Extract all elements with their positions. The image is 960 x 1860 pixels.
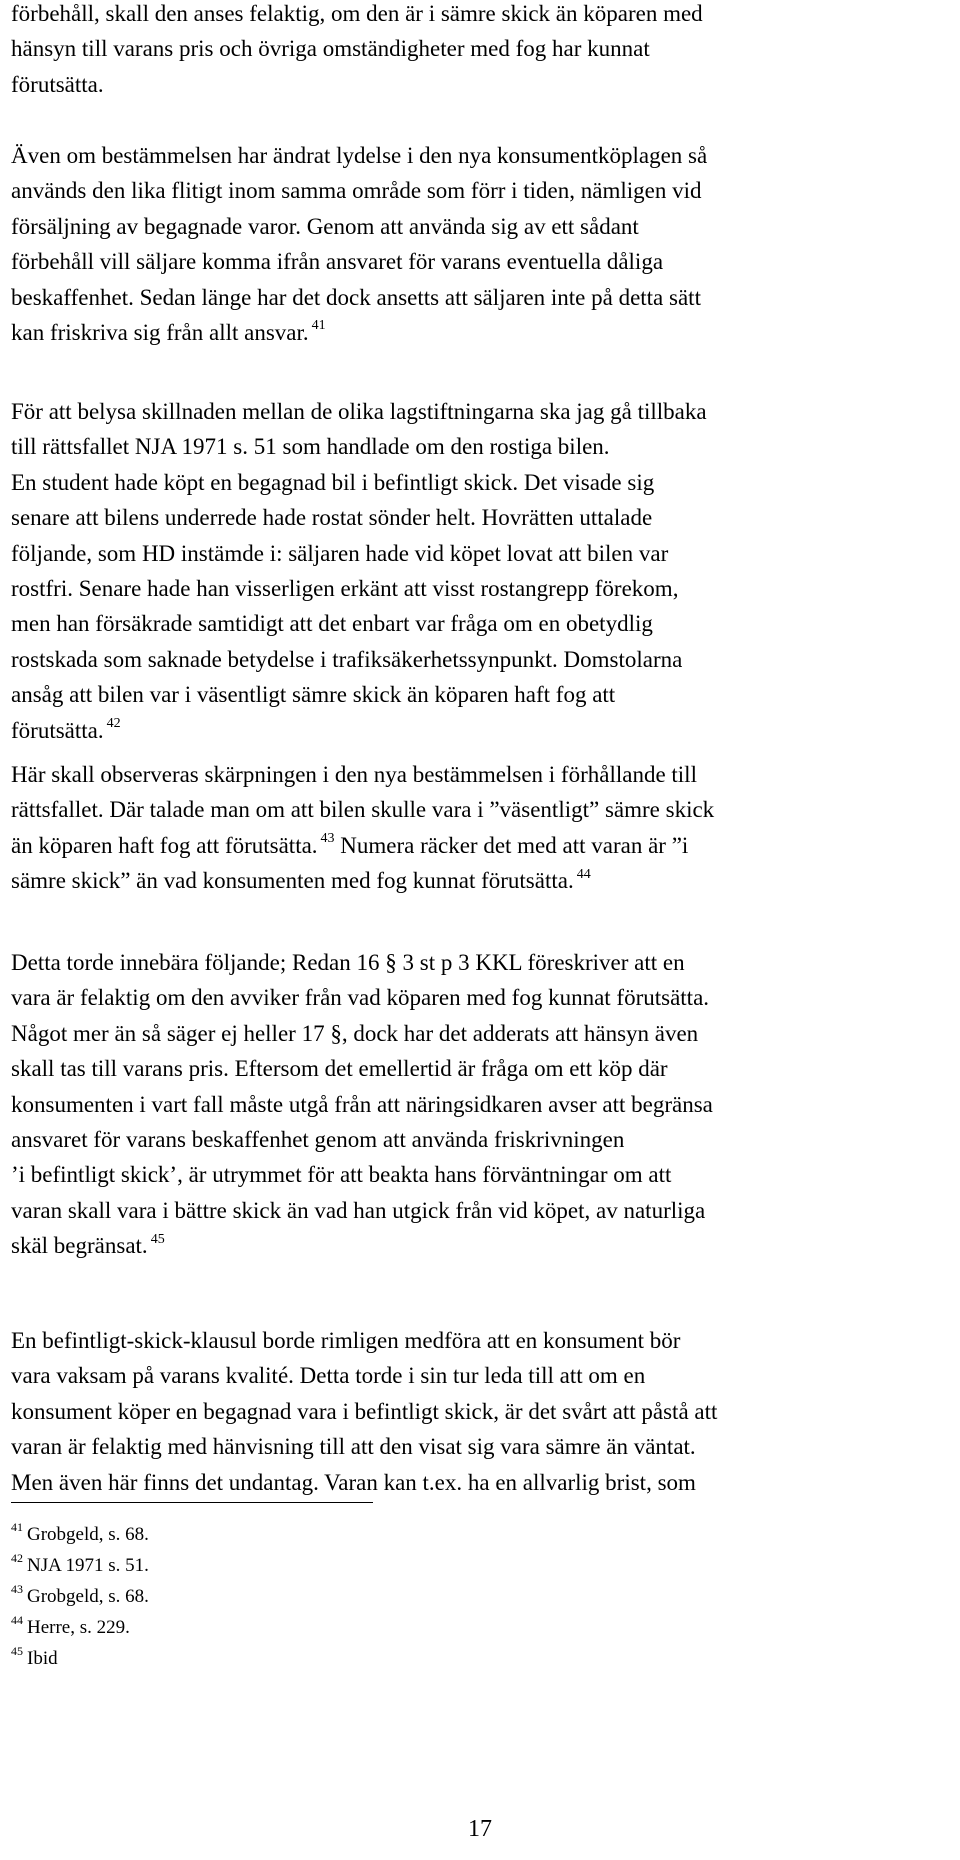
footnote-number: 43: [11, 1582, 23, 1596]
footnote-42: [11, 1551, 149, 1582]
text-line: [11, 1228, 713, 1263]
text-line: konsumenten i vart fall måste utgå från att näringsidkaren avser att begränsa: [11, 1091, 713, 1117]
text-line: Något mer än så säger ej heller 17 §, dock har det adderats att hänsyn även: [11, 1020, 699, 1046]
footnote-text: NJA 1971 s. 51.: [27, 1555, 149, 1576]
footnote-ref-41[interactable]: 41: [311, 318, 326, 334]
footnote-41: [11, 1520, 149, 1551]
text-segment: än köparen haft fog att förutsätta.: [11, 832, 318, 858]
footnote-44: [11, 1613, 149, 1644]
text-line: Detta torde innebära följande; Redan 16 § 3 st p 3 KKL föreskriver att en: [11, 950, 685, 975]
text-line: används den lika flitigt inom samma område som förr i tiden, nämligen vid: [11, 178, 702, 204]
footnote-ref-44[interactable]: 44: [576, 866, 591, 882]
paragraph-2: [11, 138, 707, 350]
footnote-ref-42[interactable]: 42: [106, 716, 121, 731]
text-line: förbehåll, skall den anses felaktig, om den är i sämre skick än köparen med: [11, 1, 703, 26]
text-line: beskaffenhet. Sedan länge har det dock ansetts att säljaren inte på detta sätt: [11, 284, 701, 310]
text-line: [11, 713, 707, 748]
text-line: Även om bestämmelsen har ändrat lydelse i den nya konsumentköplagen så: [11, 143, 708, 168]
footnote-text: Herre, s. 229.: [27, 1617, 130, 1638]
text-line: [11, 828, 714, 863]
paragraph-4: [11, 757, 714, 899]
text-line: förutsätta.: [11, 71, 104, 97]
text-line: Här skall observeras skärpningen i den nya bestämmelsen i förhållande till: [11, 762, 697, 787]
paragraph-5: [11, 945, 713, 1264]
footnote-text: Grobgeld, s. 68.: [27, 1586, 149, 1607]
text-line: vara vaksam på varans kvalité. Detta torde i sin tur leda till att om en: [11, 1363, 646, 1389]
text-line: [11, 315, 707, 350]
text-line: skall tas till varans pris. Eftersom det emellertid är fråga om ett köp där: [11, 1056, 668, 1082]
footnote-text: Grobgeld, s. 68.: [27, 1524, 149, 1545]
text-line: rostskada som saknade betydelse i trafiksäkerhetssynpunkt. Domstolarna: [11, 646, 683, 672]
text-line: vara är felaktig om den avviker från vad köparen med fog kunnat förutsätta.: [11, 985, 710, 1011]
text-line: En befintligt-skick-klausul borde rimligen medföra att en konsument bör: [11, 1328, 681, 1353]
text-line: varan skall vara i bättre skick än vad han utgick från vid köpet, av naturliga: [11, 1197, 706, 1223]
paragraph-3: [11, 394, 707, 748]
text-line: hänsyn till varans pris och övriga omständigheter med fog har kunnat: [11, 36, 650, 62]
text-line: konsument köper en begagnad vara i befintligt skick, är det svårt att påstå att: [11, 1398, 718, 1424]
text-line: varan är felaktig med hänvisning till att den visat sig vara sämre än väntat.: [11, 1434, 696, 1460]
text-line: följande, som HD instämde i: säljaren hade vid köpet lovat att bilen var: [11, 540, 669, 566]
footnote-separator: [11, 1502, 373, 1503]
text-line: till rättsfallet NJA 1971 s. 51 som handlade om den rostiga bilen.: [11, 434, 610, 460]
text-segment: skäl begränsat.: [11, 1233, 148, 1259]
text-line: försäljning av begagnade varor. Genom att använda sig av ett sådant: [11, 213, 639, 239]
text-line: ’i befintligt skick’, är utrymmet för att beakta hans förväntningar om att: [11, 1162, 672, 1188]
text-segment: kan friskriva sig från allt ansvar.: [11, 320, 309, 346]
footnote-number: 41: [11, 1520, 23, 1534]
footnote-number: 45: [11, 1644, 23, 1658]
footnote-ref-45[interactable]: 45: [150, 1231, 165, 1247]
footnote-number: 44: [11, 1613, 23, 1627]
text-line: ansåg att bilen var i väsentligt sämre skick än köparen haft fog att: [11, 682, 616, 708]
paragraph-6: [11, 1323, 717, 1500]
footnotes: [11, 1520, 149, 1675]
footnote-text: Ibid: [27, 1648, 58, 1669]
text-line: förbehåll vill säljare komma ifrån ansvaret för varans eventuella dåliga: [11, 249, 664, 275]
text-line: senare att bilens underrede hade rostat sönder helt. Hovrätten uttalade: [11, 505, 653, 531]
text-line: För att belysa skillnaden mellan de olika lagstiftningarna ska jag gå tillbaka: [11, 399, 707, 424]
text-segment: sämre skick” än vad konsumenten med fog kunnat förutsätta.: [11, 868, 574, 894]
text-segment: förutsätta.: [11, 717, 104, 743]
text-line: rostfri. Senare hade han visserligen erkänt att visst rostangrepp förekom,: [11, 576, 679, 602]
footnote-43: [11, 1582, 149, 1613]
text-line: En student hade köpt en begagnad bil i befintligt skick. Det visade sig: [11, 469, 655, 495]
paragraph-1: [11, 0, 703, 102]
text-line: men han försäkrade samtidigt att det enbart var fråga om en obetydlig: [11, 611, 653, 637]
text-line: [11, 863, 714, 898]
page-number: 17: [468, 1816, 492, 1842]
footnote-ref-43[interactable]: 43: [320, 831, 335, 847]
text-line: ansvaret för varans beskaffenhet genom att använda friskrivningen: [11, 1127, 625, 1153]
footnote-45: [11, 1644, 149, 1675]
footnote-number: 42: [11, 1551, 23, 1565]
text-line: rättsfallet. Där talade man om att bilen skulle vara i ”väsentligt” sämre skick: [11, 797, 715, 823]
text-segment: Numera räcker det med att varan är ”i: [334, 832, 689, 858]
text-line: Men även här finns det undantag. Varan kan t.ex. ha en allvarlig brist, som: [11, 1469, 696, 1495]
